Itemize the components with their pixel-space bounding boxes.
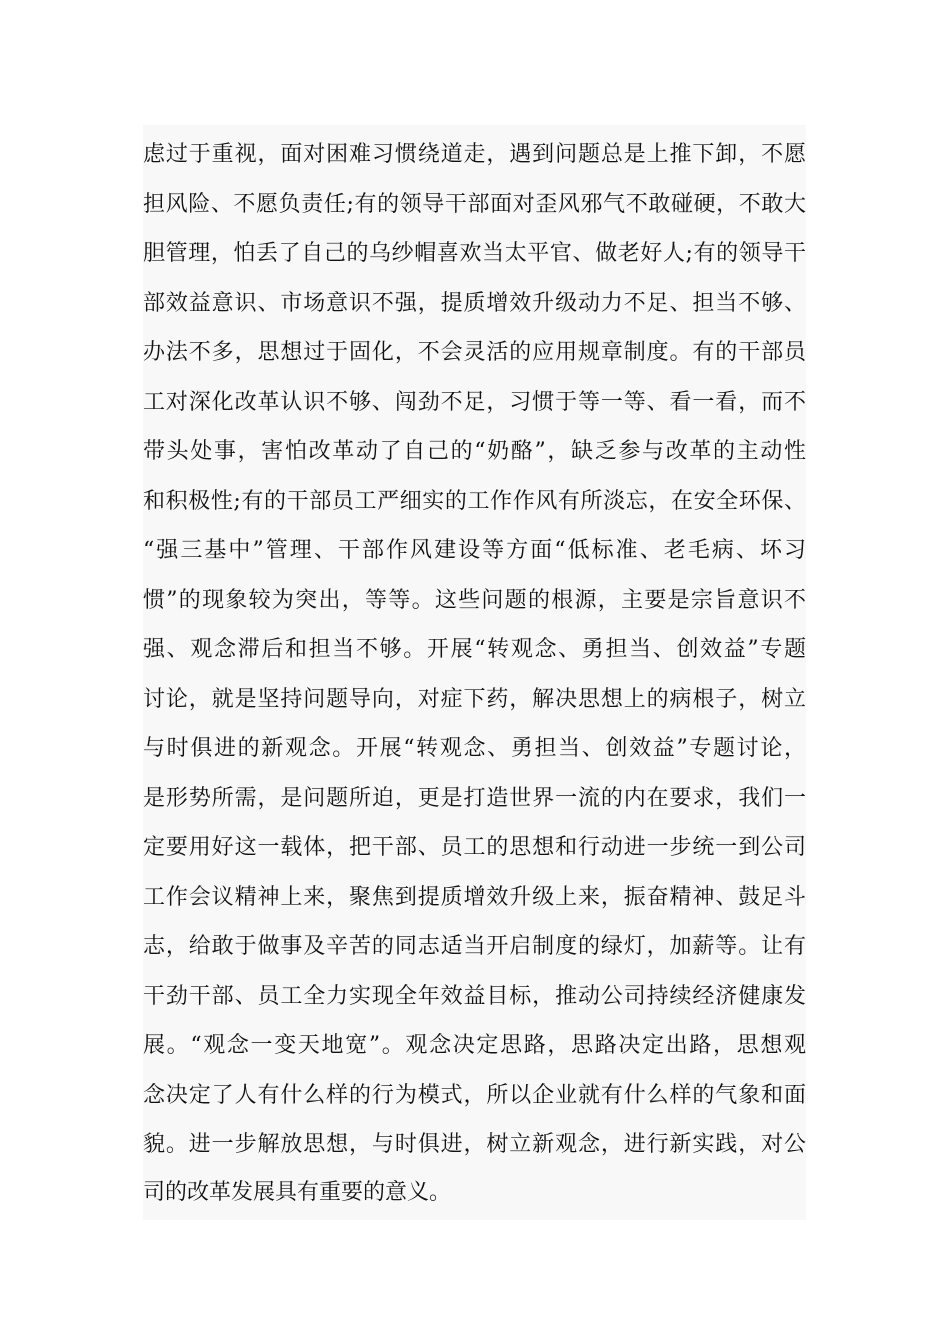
text-line: 担风险、不愿负责任;有的领导干部面对歪风邪气不敢碰硬，不敢大 xyxy=(143,192,806,217)
text-line: “强三基中”管理、干部作风建设等方面“低标准、老毛病、坏习 xyxy=(143,538,806,563)
text-line: 讨论，就是坚持问题导向，对症下药，解决思想上的病根子，树立 xyxy=(143,687,806,712)
text-line: 办法不多，思想过于固化，不会灵活的应用规章制度。有的干部员 xyxy=(143,340,806,365)
text-line: 展。“观念一变天地宽”。观念决定思路，思路决定出路，思想观 xyxy=(143,1033,806,1058)
text-line: 定要用好这一载体，把干部、员工的思想和行动进一步统一到公司 xyxy=(143,835,806,860)
text-line: 貌。进一步解放思想，与时俱进，树立新观念，进行新实践，对公 xyxy=(143,1132,806,1157)
text-line: 胆管理，怕丢了自己的乌纱帽喜欢当太平官、做老好人;有的领导干 xyxy=(143,241,806,266)
text-line: 和积极性;有的干部员工严细实的工作作风有所淡忘，在安全环保、 xyxy=(143,489,806,514)
text-line: 念决定了人有什么样的行为模式，所以企业就有什么样的气象和面 xyxy=(143,1083,806,1108)
text-line: 部效益意识、市场意识不强，提质增效升级动力不足、担当不够、 xyxy=(143,291,806,316)
text-line: 虑过于重视，面对困难习惯绕道走，遇到问题总是上推下卸，不愿 xyxy=(143,142,806,167)
text-line: 带头处事，害怕改革动了自己的“奶酪”，缺乏参与改革的主动性 xyxy=(143,439,806,464)
text-line: 干劲干部、员工全力实现全年效益目标，推动公司持续经济健康发 xyxy=(143,984,806,1009)
body-text xyxy=(143,125,806,1220)
text-line: 惯”的现象较为突出，等等。这些问题的根源，主要是宗旨意识不 xyxy=(143,588,806,613)
text-line: 工对深化改革认识不够、闯劲不足，习惯于等一等、看一看，而不 xyxy=(143,390,806,415)
text-line: 工作会议精神上来，聚焦到提质增效升级上来，振奋精神、鼓足斗 xyxy=(143,885,806,910)
text-line: 司的改革发展具有重要的意义。 xyxy=(143,1180,452,1205)
text-line: 志，给敢于做事及辛苦的同志适当开启制度的绿灯，加薪等。让有 xyxy=(143,934,806,959)
text-line: 是形势所需，是问题所迫，更是打造世界一流的内在要求，我们一 xyxy=(143,786,806,811)
text-line: 与时俱进的新观念。开展“转观念、勇担当、创效益”专题讨论， xyxy=(143,736,806,761)
text-line: 强、观念滞后和担当不够。开展“转观念、勇担当、创效益”专题 xyxy=(143,637,806,662)
